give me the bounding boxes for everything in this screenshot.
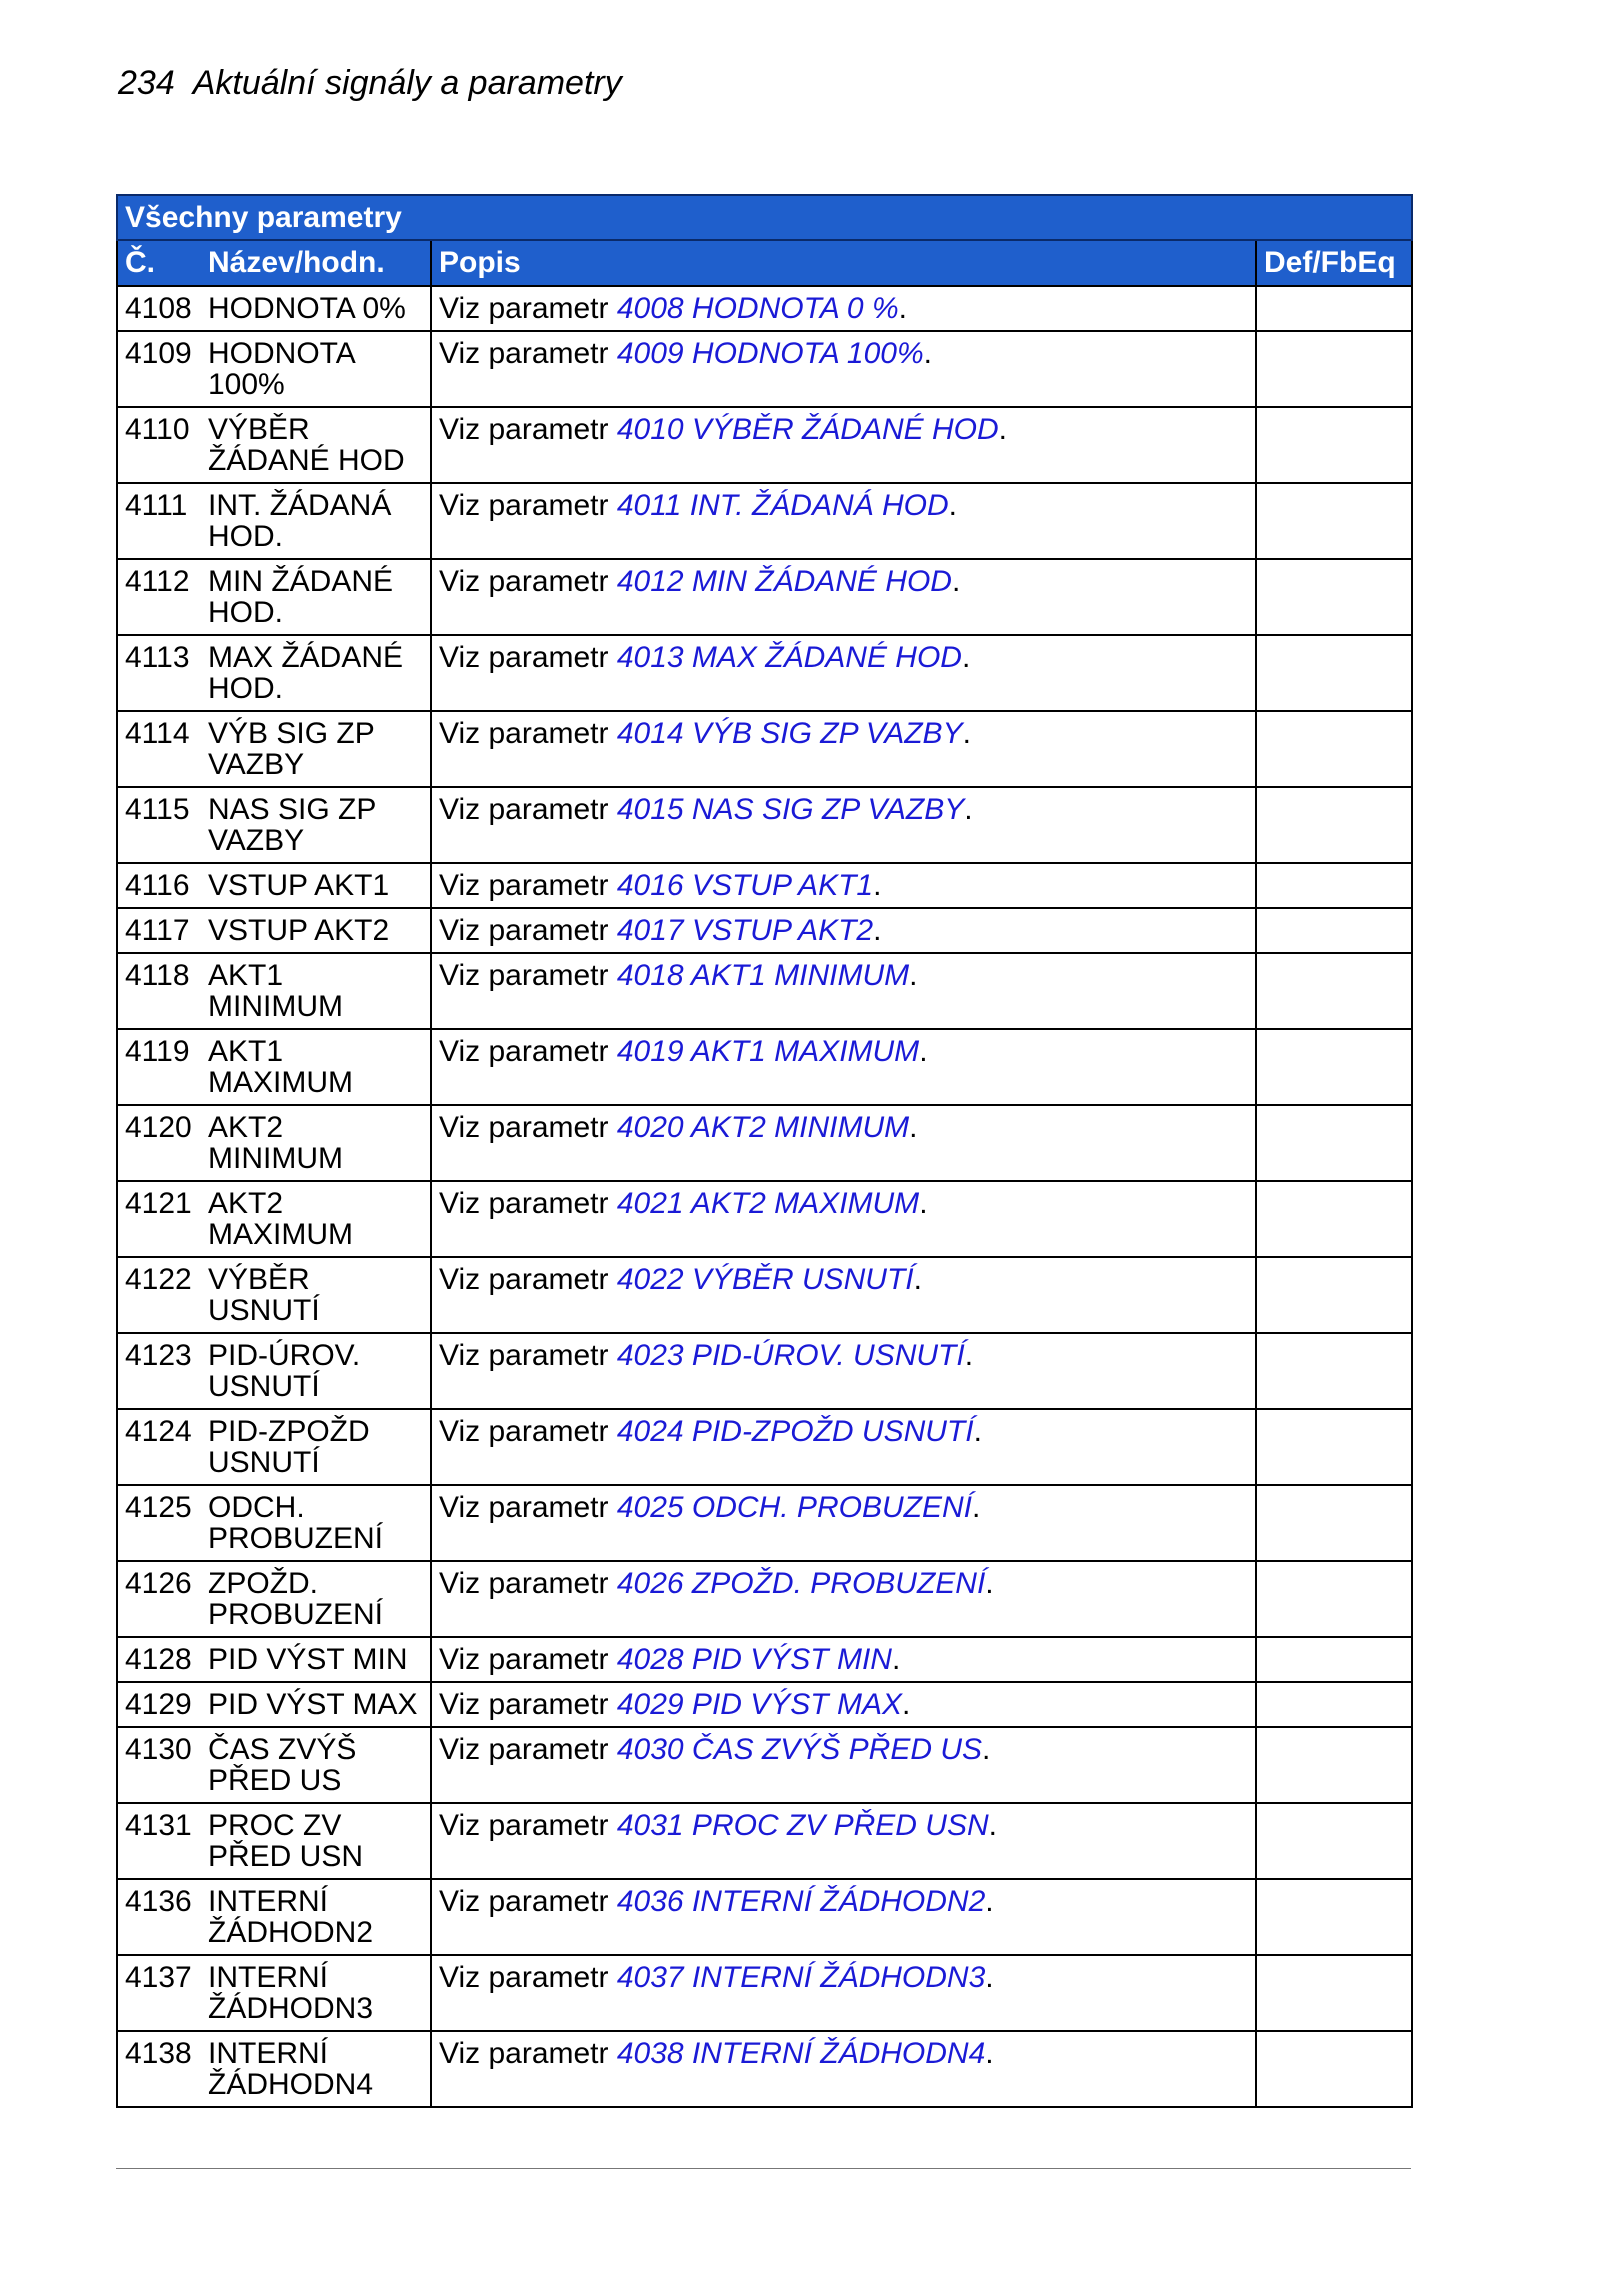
param-number: 4116 — [117, 863, 201, 908]
param-number: 4131 — [117, 1803, 201, 1879]
table-title: Všechny parametry — [117, 195, 1412, 240]
description-suffix: . — [982, 1733, 991, 1766]
param-name: VSTUP AKT1 — [201, 863, 431, 908]
param-reference-link[interactable]: 4023 PID-ÚROV. USNUTÍ — [616, 1339, 965, 1372]
table-row — [117, 1257, 1412, 1333]
description-suffix: . — [985, 1885, 994, 1918]
description-suffix: . — [919, 1187, 928, 1220]
param-description — [431, 1409, 1256, 1485]
param-number: 4114 — [117, 711, 201, 787]
description-prefix: Viz parametr — [439, 1643, 617, 1676]
footer-divider — [116, 2168, 1411, 2169]
param-name: MAX ŽÁDANÉ HOD. — [201, 635, 431, 711]
param-name: PID-ÚROV. USNUTÍ — [201, 1333, 431, 1409]
column-header-cislo: Č. — [117, 240, 201, 286]
param-reference-link[interactable]: 4025 ODCH. PROBUZENÍ — [616, 1491, 972, 1524]
page-title: Aktuální signály a parametry — [192, 64, 622, 102]
param-reference-link[interactable]: 4016 VSTUP AKT1 — [616, 869, 874, 902]
table-row — [117, 1803, 1412, 1879]
param-description — [431, 331, 1256, 407]
param-description — [431, 635, 1256, 711]
param-name: VÝB SIG ZP VAZBY — [201, 711, 431, 787]
param-description — [431, 2031, 1256, 2107]
column-header-popis: Popis — [431, 240, 1256, 286]
param-name: VSTUP AKT2 — [201, 908, 431, 953]
description-suffix: . — [909, 1111, 918, 1144]
description-prefix: Viz parametr — [439, 1491, 617, 1524]
description-suffix: . — [998, 413, 1007, 446]
description-suffix: . — [988, 1809, 997, 1842]
param-name: INTERNÍ ŽÁDHODN3 — [201, 1955, 431, 2031]
param-number: 4130 — [117, 1727, 201, 1803]
param-description — [431, 1561, 1256, 1637]
description-prefix: Viz parametr — [439, 1733, 617, 1766]
param-default — [1256, 1955, 1412, 2031]
description-prefix: Viz parametr — [439, 292, 617, 325]
param-description — [431, 1181, 1256, 1257]
param-name: AKT1 MAXIMUM — [201, 1029, 431, 1105]
param-name: HODNOTA 100% — [201, 331, 431, 407]
param-reference-link[interactable]: 4019 AKT1 MAXIMUM — [616, 1035, 920, 1068]
column-header-def: Def/FbEq — [1256, 240, 1412, 286]
param-reference-link[interactable]: 4020 AKT2 MINIMUM — [616, 1111, 910, 1144]
description-prefix: Viz parametr — [439, 413, 617, 446]
param-number: 4137 — [117, 1955, 201, 2031]
param-default — [1256, 711, 1412, 787]
param-description — [431, 908, 1256, 953]
description-prefix: Viz parametr — [439, 489, 617, 522]
description-suffix: . — [964, 1339, 974, 1372]
param-default — [1256, 1257, 1412, 1333]
param-default — [1256, 286, 1412, 331]
param-number: 4129 — [117, 1682, 201, 1727]
table-header-row — [117, 240, 1412, 286]
description-suffix: . — [985, 1961, 994, 1994]
param-reference-link[interactable]: 4008 HODNOTA 0 % — [616, 292, 899, 325]
param-description — [431, 407, 1256, 483]
description-suffix: . — [985, 1567, 994, 1600]
param-default — [1256, 953, 1412, 1029]
table-row — [117, 711, 1412, 787]
param-description — [431, 863, 1256, 908]
param-reference-link[interactable]: 4036 INTERNÍ ŽÁDHODN2 — [616, 1885, 986, 1918]
param-number: 4122 — [117, 1257, 201, 1333]
table-title-row — [117, 195, 1412, 240]
table-row — [117, 1409, 1412, 1485]
description-prefix: Viz parametr — [439, 641, 617, 674]
table-row — [117, 407, 1412, 483]
param-number: 4112 — [117, 559, 201, 635]
page-number: 234 — [118, 64, 175, 102]
param-name: PID-ZPOŽD USNUTÍ — [201, 1409, 431, 1485]
param-reference-link[interactable]: 4013 MAX ŽÁDANÉ HOD — [616, 641, 962, 674]
param-description — [431, 483, 1256, 559]
param-description — [431, 787, 1256, 863]
description-suffix: . — [962, 717, 971, 750]
param-name: NAS SIG ZP VAZBY — [201, 787, 431, 863]
table-row — [117, 2031, 1412, 2107]
param-default — [1256, 1727, 1412, 1803]
description-suffix: . — [901, 1688, 911, 1721]
param-number: 4113 — [117, 635, 201, 711]
param-number: 4120 — [117, 1105, 201, 1181]
table-row — [117, 1727, 1412, 1803]
description-suffix: . — [891, 1643, 901, 1676]
param-description — [431, 711, 1256, 787]
param-name: PID VÝST MAX — [201, 1682, 431, 1727]
param-reference-link[interactable]: 4012 MIN ŽÁDANÉ HOD — [616, 565, 952, 598]
description-suffix: . — [985, 2037, 994, 2070]
param-description — [431, 1879, 1256, 1955]
description-prefix: Viz parametr — [439, 337, 617, 370]
param-description — [431, 1682, 1256, 1727]
param-name: MIN ŽÁDANÉ HOD. — [201, 559, 431, 635]
param-default — [1256, 1485, 1412, 1561]
param-name: VÝBĚR ŽÁDANÉ HOD — [201, 407, 431, 483]
table-row — [117, 1879, 1412, 1955]
table-row — [117, 286, 1412, 331]
description-suffix: . — [948, 489, 957, 522]
param-default — [1256, 863, 1412, 908]
param-reference-link[interactable]: 4010 VÝBĚR ŽÁDANÉ HOD — [616, 413, 999, 446]
param-name: HODNOTA 0% — [201, 286, 431, 331]
param-default — [1256, 483, 1412, 559]
param-default — [1256, 559, 1412, 635]
param-description — [431, 559, 1256, 635]
param-name: INTERNÍ ŽÁDHODN2 — [201, 1879, 431, 1955]
param-name: AKT2 MAXIMUM — [201, 1181, 431, 1257]
param-description — [431, 1333, 1256, 1409]
description-prefix: Viz parametr — [439, 1187, 617, 1220]
description-prefix: Viz parametr — [439, 1111, 617, 1144]
description-suffix: . — [951, 565, 961, 598]
param-name: INT. ŽÁDANÁ HOD. — [201, 483, 431, 559]
param-number: 4128 — [117, 1637, 201, 1682]
param-number: 4136 — [117, 1879, 201, 1955]
description-prefix: Viz parametr — [439, 2037, 617, 2070]
table-row — [117, 863, 1412, 908]
param-description — [431, 1257, 1256, 1333]
param-reference-link[interactable]: 4015 NAS SIG ZP VAZBY — [616, 793, 965, 826]
table-row — [117, 1485, 1412, 1561]
param-default — [1256, 1029, 1412, 1105]
table-row — [117, 1181, 1412, 1257]
param-reference-link[interactable]: 4011 INT. ŽÁDANÁ HOD — [616, 489, 949, 522]
param-name: VÝBĚR USNUTÍ — [201, 1257, 431, 1333]
param-default — [1256, 1803, 1412, 1879]
param-default — [1256, 1879, 1412, 1955]
param-description — [431, 1029, 1256, 1105]
description-prefix: Viz parametr — [439, 1885, 617, 1918]
description-prefix: Viz parametr — [439, 959, 617, 992]
param-reference-link[interactable]: 4030 ČAS ZVÝŠ PŘED US — [616, 1733, 983, 1766]
param-default — [1256, 1409, 1412, 1485]
description-suffix: . — [873, 914, 882, 947]
param-default — [1256, 1105, 1412, 1181]
description-prefix: Viz parametr — [439, 1567, 617, 1600]
param-default — [1256, 1333, 1412, 1409]
param-number: 4119 — [117, 1029, 201, 1105]
description-prefix: Viz parametr — [439, 1961, 617, 1994]
param-description — [431, 953, 1256, 1029]
param-default — [1256, 1637, 1412, 1682]
description-suffix: . — [919, 1035, 928, 1068]
table-row — [117, 1333, 1412, 1409]
table-row — [117, 1105, 1412, 1181]
param-name: ZPOŽD. PROBUZENÍ — [201, 1561, 431, 1637]
description-suffix: . — [964, 793, 973, 826]
param-default — [1256, 407, 1412, 483]
column-header-nazev: Název/hodn. — [201, 240, 431, 286]
description-suffix: . — [873, 869, 882, 902]
param-default — [1256, 331, 1412, 407]
param-name: ČAS ZVÝŠ PŘED US — [201, 1727, 431, 1803]
table-row — [117, 1561, 1412, 1637]
description-prefix: Viz parametr — [439, 869, 617, 902]
param-number: 4110 — [117, 407, 201, 483]
param-reference-link[interactable]: 4009 HODNOTA 100% — [616, 337, 924, 370]
param-number: 4115 — [117, 787, 201, 863]
param-name: PROC ZV PŘED USN — [201, 1803, 431, 1879]
param-reference-link[interactable]: 4022 VÝBĚR USNUTÍ — [616, 1263, 914, 1296]
description-prefix: Viz parametr — [439, 565, 617, 598]
param-default — [1256, 1181, 1412, 1257]
table-row — [117, 1029, 1412, 1105]
param-name: INTERNÍ ŽÁDHODN4 — [201, 2031, 431, 2107]
param-default — [1256, 1561, 1412, 1637]
param-number: 4123 — [117, 1333, 201, 1409]
description-prefix: Viz parametr — [439, 793, 617, 826]
description-prefix: Viz parametr — [439, 717, 617, 750]
param-number: 4124 — [117, 1409, 201, 1485]
param-number: 4111 — [117, 483, 201, 559]
param-default — [1256, 635, 1412, 711]
param-reference-link[interactable]: 4024 PID-ZPOŽD USNUTÍ — [616, 1415, 974, 1448]
description-suffix: . — [898, 292, 907, 325]
param-default — [1256, 908, 1412, 953]
param-default — [1256, 2031, 1412, 2107]
table-row — [117, 559, 1412, 635]
param-reference-link[interactable]: 4038 INTERNÍ ŽÁDHODN4 — [616, 2037, 986, 2070]
page-header — [118, 64, 622, 103]
param-description — [431, 1105, 1256, 1181]
description-suffix: . — [971, 1491, 981, 1524]
description-prefix: Viz parametr — [439, 914, 617, 947]
description-prefix: Viz parametr — [439, 1688, 617, 1721]
param-reference-link[interactable]: 4028 PID VÝST MIN — [616, 1643, 892, 1676]
param-default — [1256, 1682, 1412, 1727]
param-name: ODCH. PROBUZENÍ — [201, 1485, 431, 1561]
param-name: PID VÝST MIN — [201, 1637, 431, 1682]
param-reference-link[interactable]: 4026 ZPOŽD. PROBUZENÍ — [616, 1567, 986, 1600]
table-row — [117, 331, 1412, 407]
param-description — [431, 1803, 1256, 1879]
param-reference-link[interactable]: 4029 PID VÝST MAX — [616, 1688, 902, 1721]
description-suffix: . — [961, 641, 971, 674]
table-row — [117, 483, 1412, 559]
param-number: 4126 — [117, 1561, 201, 1637]
description-prefix: Viz parametr — [439, 1263, 617, 1296]
table-row — [117, 1955, 1412, 2031]
param-reference-link[interactable]: 4031 PROC ZV PŘED USN — [616, 1809, 989, 1842]
param-number: 4138 — [117, 2031, 201, 2107]
param-number: 4108 — [117, 286, 201, 331]
description-suffix: . — [909, 959, 918, 992]
parameters-table — [116, 194, 1413, 2108]
table-row — [117, 1682, 1412, 1727]
table-row — [117, 635, 1412, 711]
param-name: AKT1 MINIMUM — [201, 953, 431, 1029]
param-reference-link[interactable]: 4021 AKT2 MAXIMUM — [616, 1187, 920, 1220]
param-description — [431, 1637, 1256, 1682]
table-row — [117, 787, 1412, 863]
param-description — [431, 1727, 1256, 1803]
param-description — [431, 1485, 1256, 1561]
param-reference-link[interactable]: 4014 VÝB SIG ZP VAZBY — [616, 717, 963, 750]
table-row — [117, 1637, 1412, 1682]
param-default — [1256, 787, 1412, 863]
table-row — [117, 908, 1412, 953]
param-number: 4121 — [117, 1181, 201, 1257]
table-row — [117, 953, 1412, 1029]
param-number: 4109 — [117, 331, 201, 407]
param-description — [431, 1955, 1256, 2031]
param-reference-link[interactable]: 4018 AKT1 MINIMUM — [616, 959, 910, 992]
param-reference-link[interactable]: 4017 VSTUP AKT2 — [616, 914, 874, 947]
param-number: 4118 — [117, 953, 201, 1029]
description-prefix: Viz parametr — [439, 1339, 617, 1372]
param-number: 4117 — [117, 908, 201, 953]
description-suffix: . — [973, 1415, 982, 1448]
description-suffix: . — [913, 1263, 922, 1296]
description-prefix: Viz parametr — [439, 1035, 617, 1068]
param-name: AKT2 MINIMUM — [201, 1105, 431, 1181]
param-description — [431, 286, 1256, 331]
description-prefix: Viz parametr — [439, 1809, 617, 1842]
param-reference-link[interactable]: 4037 INTERNÍ ŽÁDHODN3 — [616, 1961, 986, 1994]
description-suffix: . — [923, 337, 932, 370]
param-number: 4125 — [117, 1485, 201, 1561]
description-prefix: Viz parametr — [439, 1415, 617, 1448]
